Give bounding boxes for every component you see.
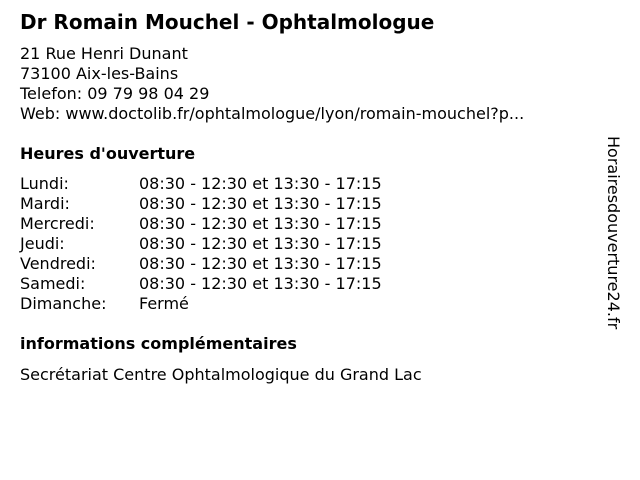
hours-row-sunday [20, 294, 382, 314]
hours-time: 08:30 - 12:30 et 13:30 - 17:15 [139, 214, 382, 233]
additional-info-heading: informations complémentaires [20, 334, 297, 353]
hours-time: 08:30 - 12:30 et 13:30 - 17:15 [139, 274, 382, 293]
hours-day: Mardi: [20, 194, 70, 213]
page-title: Dr Romain Mouchel - Ophtalmologue [20, 10, 435, 34]
address-block [20, 44, 524, 124]
hours-day: Jeudi: [20, 234, 65, 253]
hours-time: 08:30 - 12:30 et 13:30 - 17:15 [139, 174, 382, 193]
street-address: 21 Rue Henri Dunant [20, 44, 188, 63]
hours-row-wednesday [20, 214, 382, 234]
hours-day: Lundi: [20, 174, 69, 193]
hours-day: Mercredi: [20, 214, 95, 233]
hours-time: 08:30 - 12:30 et 13:30 - 17:15 [139, 254, 382, 273]
hours-row-monday [20, 174, 382, 194]
hours-day: Vendredi: [20, 254, 96, 273]
website-link[interactable]: Web: www.doctolib.fr/ophtalmologue/lyon/romain-mouchel?p... [20, 104, 525, 123]
hours-day: Samedi: [20, 274, 86, 293]
hours-row-friday [20, 254, 382, 274]
hours-day: Dimanche: [20, 294, 107, 313]
hours-time: 08:30 - 12:30 et 13:30 - 17:15 [139, 234, 382, 253]
hours-time: Fermé [139, 294, 189, 313]
opening-hours-table [20, 174, 382, 314]
hours-row-thursday [20, 234, 382, 254]
hours-time: 08:30 - 12:30 et 13:30 - 17:15 [139, 194, 382, 213]
phone-number: Telefon: 09 79 98 04 29 [20, 84, 210, 103]
city-postcode: 73100 Aix-les-Bains [20, 64, 179, 83]
hours-row-saturday [20, 274, 382, 294]
site-watermark: Horairesdouverture24.fr [604, 136, 623, 330]
additional-info-text: Secrétariat Centre Ophtalmologique du Grand Lac [20, 365, 422, 384]
opening-hours-heading: Heures d'ouverture [20, 144, 196, 163]
hours-row-tuesday [20, 194, 382, 214]
